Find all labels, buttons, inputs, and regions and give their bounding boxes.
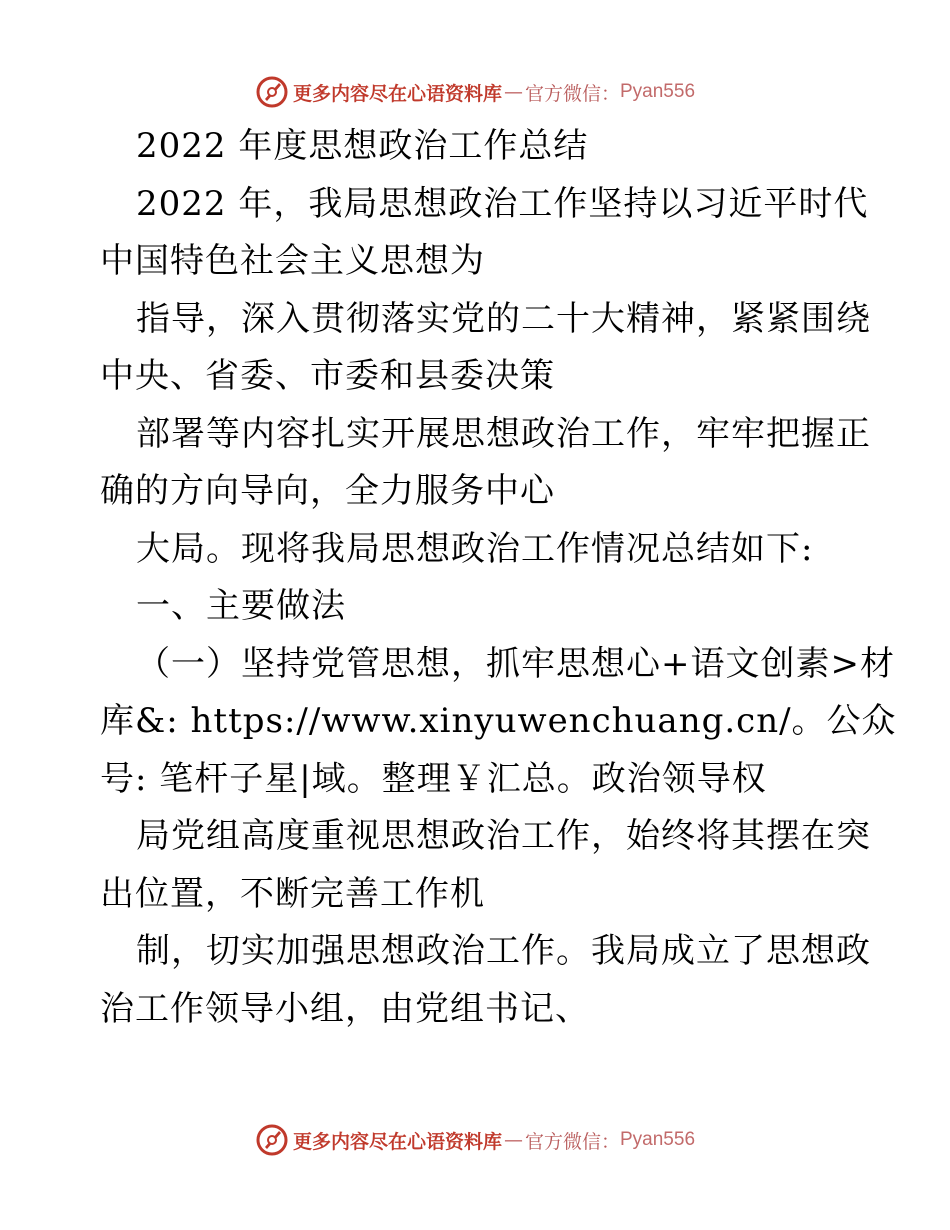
document-title: 2022 年度思想政治工作总结 bbox=[136, 126, 589, 166]
watermark-sub-text: 官方微信： bbox=[524, 1130, 620, 1153]
watermark-main-text: 更多内容尽在心语资料库 bbox=[292, 1130, 502, 1153]
paragraph-line: 出位置，不断完善工作机 bbox=[100, 873, 485, 914]
paragraph-line: 中国特色社会主义思想为 bbox=[100, 241, 485, 281]
watermark-separator: — bbox=[503, 81, 523, 103]
paragraph-line: 局党组高度重视思想政治工作，始终将其摆在突 bbox=[136, 816, 871, 856]
watermark-main-text: 更多内容尽在心语资料库 bbox=[292, 82, 502, 105]
paragraph-line: 制，切实加强思想政治工作。我局成立了思想政 bbox=[136, 931, 871, 971]
watermark-separator: — bbox=[503, 1129, 523, 1151]
header-watermark bbox=[0, 72, 950, 112]
paragraph-line: 大局。现将我局思想政治工作情况总结如下: bbox=[136, 528, 814, 569]
paragraph-line: 中央、省委、市委和县委决策 bbox=[100, 356, 555, 396]
quill-logo-icon bbox=[255, 1123, 289, 1157]
watermark-wechat-id: Pyan556 bbox=[620, 81, 696, 102]
footer-watermark bbox=[0, 1120, 950, 1160]
paragraph-line: 部署等内容扎实开展思想政治工作，牢牢把握正 bbox=[136, 413, 871, 454]
paragraph-line: 指导，深入贯彻落实党的二十大精神，紧紧围绕 bbox=[136, 298, 871, 339]
paragraph-line: 号: 笔杆子星|域。整理￥汇总。政治领导权 bbox=[100, 758, 767, 799]
paragraph-line: 治工作领导小组，由党组书记、 bbox=[100, 988, 590, 1029]
subsection-heading: （一）坚持党管思想，抓牢思想心+语文创素>材 bbox=[136, 643, 895, 684]
document-body bbox=[100, 118, 897, 1038]
watermark-sub-text: 官方微信： bbox=[524, 82, 620, 105]
quill-logo-icon bbox=[255, 75, 289, 109]
paragraph-line: 2022 年，我局思想政治工作坚持以习近平时代 bbox=[136, 183, 869, 224]
paragraph-line: 库&: https://www.xinyuwenchuang.cn/。公众 bbox=[100, 701, 897, 741]
section-heading: 一、主要做法 bbox=[136, 586, 346, 626]
paragraph-line: 确的方向导向，全力服务中心 bbox=[100, 471, 555, 511]
watermark-wechat-id: Pyan556 bbox=[620, 1129, 696, 1150]
